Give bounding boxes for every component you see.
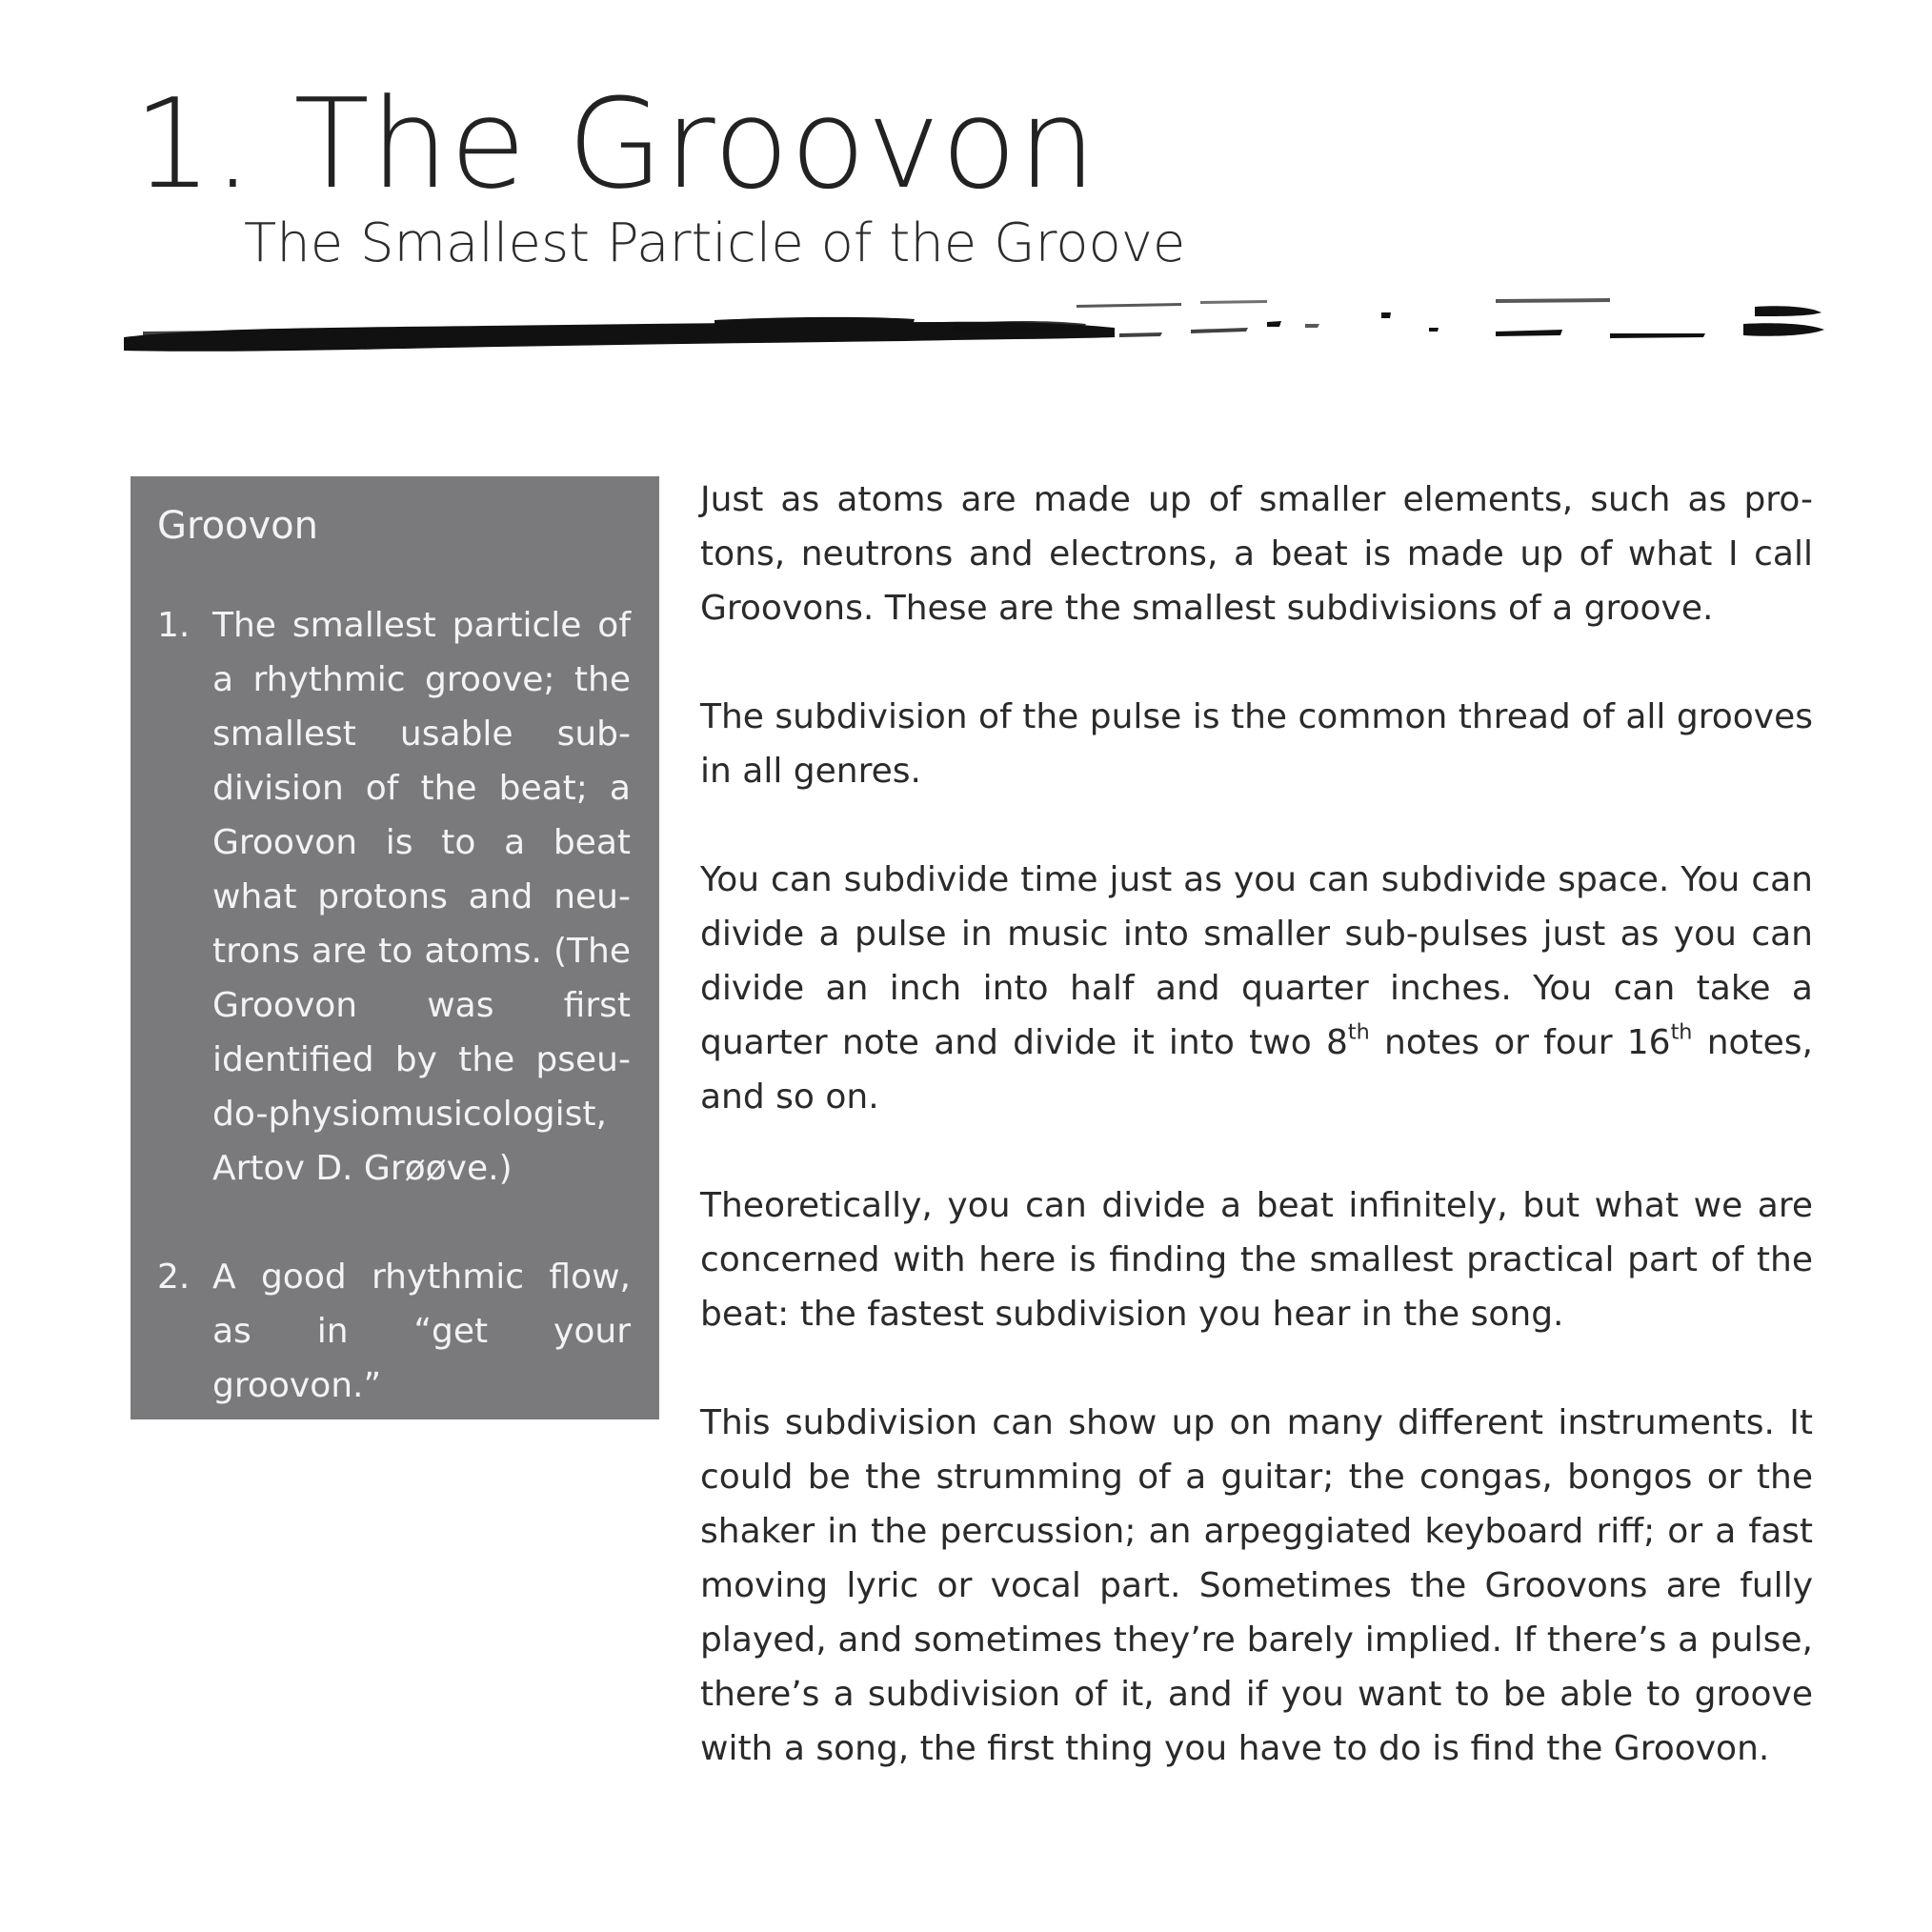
definition-text: The smallest particle of a rhythmic groove; the smallest usable sub-division of the beat; a Groovon is to a beat what protons and neu-trons are to atoms. (The Groovon was first identified by the pseu-do-physiomusicologist, Artov D. Grøøve.) (212, 606, 631, 1188)
definition-number: 2. (157, 1258, 191, 1297)
definition-text: A good rhythmic flow, as in “get your groovon.” (212, 1258, 631, 1405)
paragraph-text: notes, and so on. (700, 1023, 1814, 1117)
ordinal-suffix: th (1670, 1019, 1693, 1045)
paragraph-atoms: Just as atoms are made up of smaller elements, such as pro-tons, neutrons and electrons, a beat is made up of what I call Groovons. These are the smallest subdivisions of a groove. (700, 480, 1813, 628)
definition-list (157, 598, 631, 1413)
page-subtitle: The Smallest Particle of the Groove (244, 212, 1186, 274)
sidebar-heading: Groovon (157, 504, 319, 548)
ordinal-suffix: th (1347, 1019, 1370, 1045)
page-title: 1. The Groovon (133, 71, 1097, 216)
definition-sidebar (131, 476, 659, 1419)
definition-item (157, 1250, 631, 1413)
paragraph-instruments: This subdivision can show up on many different instruments. It could be the strumming of a guitar; the congas, bongos or the shaker in the percussion; an arpeggiated keyboard riff; or a fast moving lyric or vocal part. Sometimes the Groovons are fully played, and sometimes they’re barely implied. If there’s a pulse, there’s a subdivision of it, and if you want to be able to groove with a song, the first thing you have to do is find the Groovon. (700, 1403, 1813, 1768)
definition-number: 1. (157, 606, 191, 645)
paragraph-theoretically: Theoretically, you can divide a beat infinitely, but what we are concerned with here is finding the smallest practical part of the beat: the fastest subdivision you hear in the song. (700, 1186, 1813, 1334)
brush-stroke-divider (124, 295, 1829, 372)
paragraph-text: You can subdivide time just as you can subdivide space. You can divide a pulse in music into smaller sub-pulses just as you can divide an inch into half and quarter inches. You can take a quarter note and divide it into two 8 (700, 860, 1813, 1062)
definition-item (157, 598, 631, 1196)
paragraph-text: notes or four 16 (1369, 1023, 1671, 1062)
body-text (700, 473, 1813, 1830)
paragraph-common-thread: The subdivision of the pulse is the common thread of all grooves in all genres. (700, 697, 1813, 791)
paragraph-subdivide-time (700, 853, 1813, 1124)
